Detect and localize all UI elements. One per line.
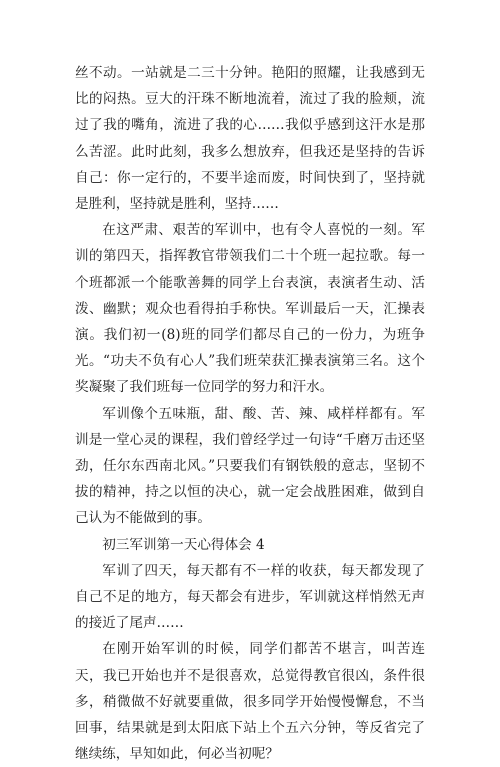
document-body [75,60,425,767]
paragraph-five-flavors: 军训像个五味瓶，甜、酸、苦、辣、咸样样都有。军训是一堂心灵的课程，我们曾经学过一句诗“千磨万击还坚劲，任尔东西南北风。”只要我们有钢铁般的意志，坚韧不拔的精神，持之以恒的决心，就一定会战胜困难，做到自己认为不能做到的事。 [75,405,425,527]
paragraph-training-joy: 在这严肃、艰苦的军训中，也有令人喜悦的一刻。军训的第四天，指挥教官带领我们二十个班一起拉歌。每一个班都派一个能歌善舞的同学上台表演，表演者生动、活泼、幽默；观众也看得拍手称快。军训最后一天，汇操表演。我们初一(8)班的同学们都尽自己的一份力，为班争光。“功夫不负有心人”我们班荣获汇操表演第三名。这个奖凝聚了我们班每一位同学的努力和汗水。 [75,222,425,396]
paragraph-four-days: 军训了四天，每天都有不一样的收获，每天都发现了自己不足的地方，每天都会有进步，军训就这样悄然无声的接近了尾声…… [75,562,425,632]
section-heading: 初三军训第一天心得体会 4 [102,536,265,553]
paragraph-beginning: 在刚开始军训的时候，同学们都苦不堪言，叫苦连天，我已开始也并不是很喜欢，总觉得教官很凶，条件很多，稍微做不好就要重做，很多同学开始慢慢懈怠，不当回事，结果就是到太阳底下站上个五六分钟，等反省完了继续练，早知如此，何必当初呢？ [75,641,425,763]
paragraph-continuation: 丝不动。一站就是二三十分钟。艳阳的照耀，让我感到无比的闷热。豆大的汗珠不断地流着，流过了我的脸颊，流过了我的嘴角，流进了我的心……我似乎感到这汗水是那么苦涩。此时此刻，我多么想放弃，但我还是坚持的告诉自己：你一定行的，不要半途而废，时间快到了，坚持就是胜利，坚持就是胜利，坚持…… [75,65,425,213]
